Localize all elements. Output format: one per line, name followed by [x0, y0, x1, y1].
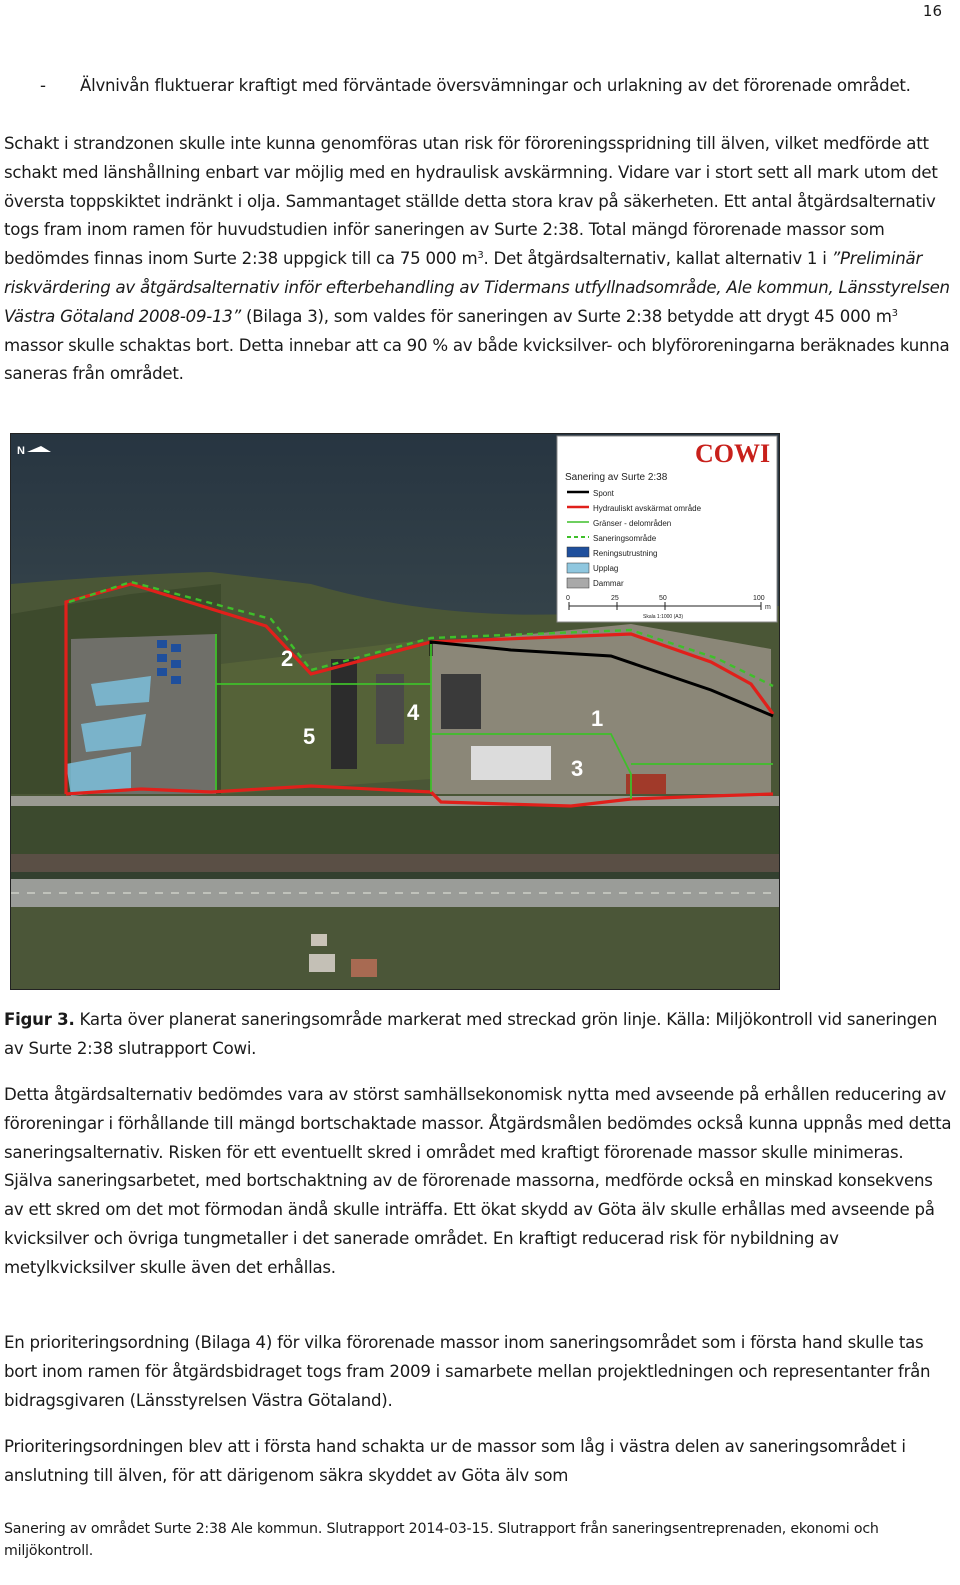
paragraph-1-part-4: massor skulle schaktas bort. Detta innebar att ca 90 % av både kvicksilver- och blyföroreningarna beräknades kunna saneras från området.	[4, 335, 950, 384]
legend-label-dammar: Dammar	[593, 579, 624, 588]
legend-label-spont: Spont	[593, 489, 614, 498]
bullet-item	[4, 72, 952, 101]
paragraph-1-part-2: . Det åtgärdsalternativ, kallat alternativ 1 i	[483, 249, 832, 269]
figure-caption	[4, 1006, 952, 1064]
figure-caption-label: Figur 3.	[4, 1010, 75, 1029]
house-2	[351, 959, 377, 977]
paragraph-1	[4, 130, 952, 389]
legend-swatch-dammar	[567, 578, 589, 588]
area-label-2: 2	[281, 646, 294, 671]
area-label-4: 4	[407, 700, 420, 725]
scale-tick-25: 25	[611, 595, 619, 602]
area-label-5: 5	[303, 724, 316, 749]
embankment	[11, 806, 779, 854]
figure-caption-text: Karta över planerat saneringsområde markerat med streckad grön linje. Källa: Miljökontroll vid saneringen av Surte 2:38 slutrapport Cowi.	[4, 1010, 938, 1058]
page-footer: Sanering av området Surte 2:38 Ale kommun. Slutrapport 2014-03-15. Slutrapport från saneringsentreprenaden, ekonomi och miljökontroll.	[4, 1521, 879, 1559]
small-roof	[626, 774, 666, 794]
bullet-dash: -	[40, 76, 46, 95]
north-arrow-label: N	[17, 445, 25, 457]
aerial-map	[11, 434, 779, 989]
report-title-italic: ”Preliminär riskvärdering av åtgärdsalternativ inför efterbehandling av Tidermans utfyllnadsområde, Ale kommun, Länsstyrelsen Västra Götaland 2008-09-13”	[4, 249, 950, 326]
legend-swatch-reningsutrustning	[567, 547, 589, 557]
area-label-3: 3	[571, 756, 584, 781]
scale-tick-50: 50	[659, 595, 667, 602]
bullet-text: Älvnivån fluktuerar kraftigt med förväntade översvämningar och urlakning av det förorenade området.	[80, 76, 911, 95]
legend-label-saneringsomrade: Saneringsområde	[593, 534, 657, 543]
cowi-logo: COWI	[695, 439, 771, 468]
site-map-figure	[10, 433, 780, 990]
scale-note: Skala 1:1000 (A3)	[643, 614, 684, 620]
superscript-3b: 3	[891, 307, 898, 319]
paragraph-3: En prioriteringsordning (Bilaga 4) för vilka förorenade massor inom saneringsområdet som i första hand skulle tas bort inom ramen för åtgärdsbidraget togs fram 2009 i samarbete mellan projektledningen och representanter från bidragsgivaren (Länsstyrelsen Västra Götaland).	[4, 1333, 931, 1410]
scale-tick-0: 0	[566, 595, 570, 602]
area-label-1: 1	[591, 706, 604, 731]
house-3	[311, 934, 327, 946]
paragraph-1-part-3: (Bilaga 3), som valdes för saneringen av Surte 2:38 betydde att drygt 45 000 m	[240, 306, 892, 326]
legend-label-reningsutrustning: Reningsutrustning	[593, 549, 658, 558]
warehouse-roof	[471, 746, 551, 780]
south-residential	[11, 907, 779, 989]
legend-title: Sanering av Surte 2:38	[565, 472, 668, 483]
map-legend	[557, 436, 777, 622]
container-stack-3	[441, 674, 481, 729]
legend-label-hydraulic: Hydrauliskt avskärmat område	[593, 504, 702, 513]
superscript-3: 3	[477, 250, 484, 262]
legend-swatch-upplag	[567, 563, 589, 573]
legend-label-boundaries: Gränser - delområden	[593, 519, 672, 528]
page-number: 16	[922, 2, 942, 20]
scale-tick-100: 100	[753, 595, 765, 602]
legend-label-upplag: Upplag	[593, 564, 619, 573]
scale-unit: m	[765, 604, 771, 611]
house-1	[309, 954, 335, 972]
paragraph-1-part-1: Schakt i strandzonen skulle inte kunna genomföras utan risk för föroreningsspridning till älven, vilket medförde att schakt med länshållning enbart var möjlig med en hydraulisk avskärmning. Vidare var i stort sett all mark utom det översta toppskiktet indränkt i olja. Sammantaget ställde detta stora krav på säkerheten. Ett antal åtgärdsalternativ togs fram inom ramen för huvudstudien inför saneringen av Surte 2:38. Total mängd förorenade massor som bedömdes finnas inom Surte 2:38 uppgick till ca 75 000 m	[4, 134, 938, 269]
railway	[11, 854, 779, 872]
paragraph-4: Prioriteringsordningen blev att i första hand schakta ur de massor som låg i västra delen av saneringsområdet i anslutning till älven, för att därigenom säkra skyddet av Göta älv som	[4, 1437, 906, 1485]
container-stack-1	[331, 659, 357, 769]
paragraph-2: Detta åtgärdsalternativ bedömdes vara av störst samhällsekonomisk nytta med avseende på erhållen reducering av föroreningar i förhållande till mängd bortschaktade massor. Åtgärdsmålen bedömdes också kunna uppnås med detta saneringsalternativ. Risken för ett eventuellt skred i området med kraftigt förorenade massor skulle minimeras. Själva saneringsarbetet, med bortschaktning av de förorenade massorna, medförde också en minskad konsekvens av ett skred om det mot förmodan ändå skulle inträffa. Ett ökat skydd av Göta älv skulle erhållas med avseende på kvicksilver och övriga tungmetaller i det sanerade området. En kraftigt reducerad risk för nybildning av metylkvicksilver skulle även det erhållas.	[4, 1085, 952, 1277]
